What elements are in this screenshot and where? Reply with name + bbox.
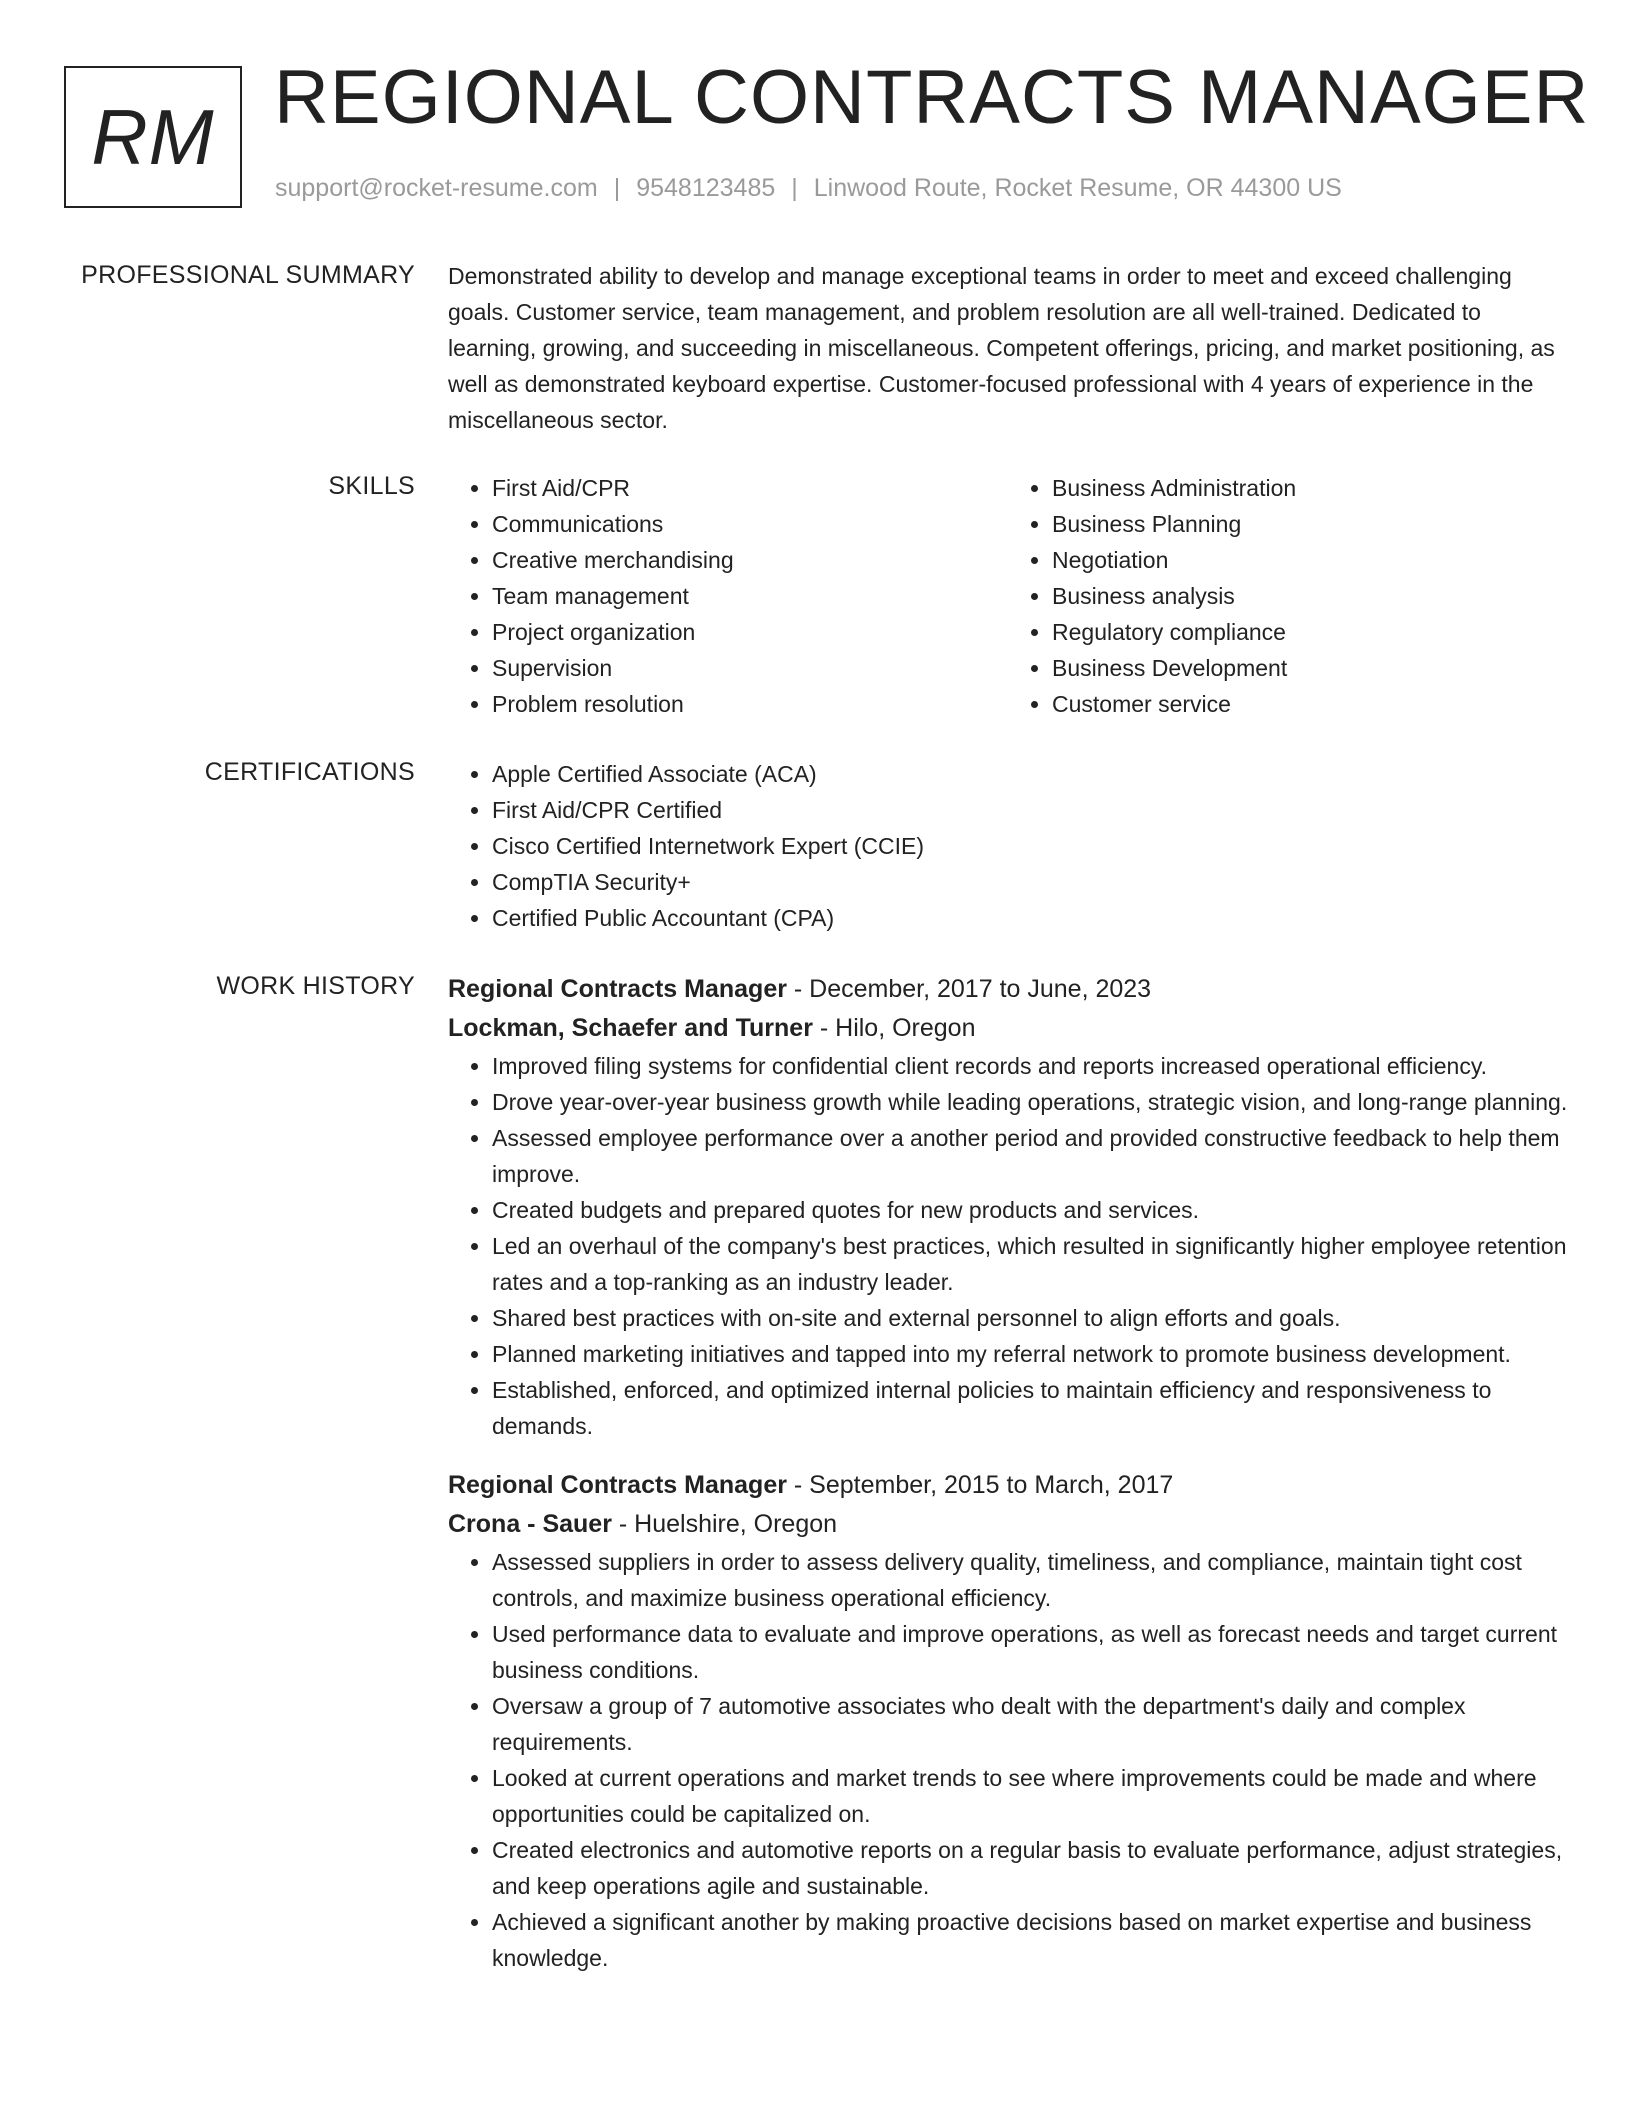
job-bullet: • Looked at current operations and market trends to see where improvements could be made and where opportunities could be capitalized on. [492, 1760, 1568, 1832]
job-bullet: • Used performance data to evaluate and improve operations, as well as forecast needs and target current business conditions. [492, 1616, 1568, 1688]
skills-list-right [1008, 470, 1568, 722]
skill-item: • Regulatory compliance [1052, 614, 1568, 650]
job-location: Hilo, Oregon [835, 1014, 976, 1042]
skill-item: • Problem resolution [492, 686, 1008, 722]
skill-item: • Business Administration [1052, 470, 1568, 506]
job-bullet: • Shared best practices with on-site and external personnel to align efforts and goals. [492, 1300, 1568, 1336]
work-history-body [448, 970, 1568, 1998]
skill-item: • Project organization [492, 614, 1008, 650]
job-bullet: • Assessed employee performance over a another period and provided constructive feedback to help them improve. [492, 1120, 1568, 1192]
skill-item: • Business Planning [1052, 506, 1568, 542]
job-bullet-list [448, 1048, 1568, 1444]
job-bullet-list [448, 1544, 1568, 1976]
job-bullet: • Assessed suppliers in order to assess delivery quality, timeliness, and compliance, maintain tight cost controls, and maximize business operational efficiency. [492, 1544, 1568, 1616]
job-title: Regional Contracts Manager [448, 1471, 787, 1499]
certifications-heading: CERTIFICATIONS [204, 758, 415, 786]
summary-heading: PROFESSIONAL SUMMARY [81, 261, 415, 289]
resume-title: REGIONAL CONTRACTS MANAGER [274, 55, 1590, 140]
job-dates: September, 2015 to March, 2017 [809, 1471, 1174, 1499]
contact-phone: 9548123485 [636, 174, 776, 202]
job-bullet: • Achieved a significant another by making proactive decisions based on market expertise and business knowledge. [492, 1904, 1568, 1976]
skills-list-left [448, 470, 1008, 722]
job-bullet: • Led an overhaul of the company's best practices, which resulted in significantly higher employee retention rates and a top-ranking as an industry leader. [492, 1228, 1568, 1300]
skill-item: • Customer service [1052, 686, 1568, 722]
job-bullet: • Improved filing systems for confidential client records and reports increased operational efficiency. [492, 1048, 1568, 1084]
job-title: Regional Contracts Manager [448, 975, 787, 1003]
summary-text: Demonstrated ability to develop and manage exceptional teams in order to meet and exceed challenging goals. Customer service, team management, and problem resolution are all well-trained. Dedicated to learning, growing, and succeeding in miscellaneous. Competent offerings, pricing, and market positioning, as well as demonstrated keyboard expertise. Customer-focused professional with 4 years of experience in the miscellaneous sector. [448, 263, 1555, 433]
job-location: Huelshire, Oregon [634, 1510, 838, 1538]
job-company: Lockman, Schaefer and Turner [448, 1014, 813, 1042]
certification-item: • Certified Public Accountant (CPA) [492, 900, 1568, 936]
work-history-heading: WORK HISTORY [216, 972, 415, 1000]
skill-item: • Creative merchandising [492, 542, 1008, 578]
job-company-line: Lockman, Schaefer and Turner - Hilo, Oregon [448, 1014, 976, 1042]
job-entry [448, 970, 1568, 1444]
job-company: Crona - Sauer [448, 1510, 612, 1538]
job-bullet: • Planned marketing initiatives and tapped into my referral network to promote business development. [492, 1336, 1568, 1372]
skill-item: • Supervision [492, 650, 1008, 686]
certification-item: • Apple Certified Associate (ACA) [492, 756, 1568, 792]
contact-address: Linwood Route, Rocket Resume, OR 44300 US [813, 174, 1342, 202]
contact-line [275, 174, 1342, 203]
skill-item: • Team management [492, 578, 1008, 614]
certifications-body [448, 756, 1568, 936]
summary-body [448, 258, 1568, 438]
skill-item: • First Aid/CPR [492, 470, 1008, 506]
skill-item: • Business analysis [1052, 578, 1568, 614]
skill-item: • Negotiation [1052, 542, 1568, 578]
monogram-initials: RM [91, 93, 215, 181]
job-bullet: • Created electronics and automotive reports on a regular basis to evaluate performance, adjust strategies, and keep operations agile and sustainable. [492, 1832, 1568, 1904]
contact-separator: | [791, 174, 798, 202]
skill-item: • Business Development [1052, 650, 1568, 686]
job-title-line: Regional Contracts Manager - December, 2017 to June, 2023 [448, 975, 1152, 1003]
certification-item: • CompTIA Security+ [492, 864, 1568, 900]
skills-heading: SKILLS [328, 472, 415, 500]
skills-body [448, 470, 1568, 722]
contact-separator: | [613, 174, 621, 202]
certification-item: • Cisco Certified Internetwork Expert (CCIE) [492, 828, 1568, 864]
job-bullet: • Drove year-over-year business growth while leading operations, strategic vision, and long-range planning. [492, 1084, 1568, 1120]
skill-item: • Communications [492, 506, 1008, 542]
job-dates: December, 2017 to June, 2023 [809, 975, 1152, 1003]
job-bullet: • Established, enforced, and optimized internal policies to maintain efficiency and responsiveness to demands. [492, 1372, 1568, 1444]
certifications-list [448, 756, 1568, 936]
job-bullet: • Oversaw a group of 7 automotive associates who dealt with the department's daily and complex requirements. [492, 1688, 1568, 1760]
certification-item: • First Aid/CPR Certified [492, 792, 1568, 828]
monogram-box [64, 66, 242, 208]
job-bullet: • Created budgets and prepared quotes for new products and services. [492, 1192, 1568, 1228]
contact-email: support@rocket-resume.com [275, 174, 598, 202]
job-entry [448, 1466, 1568, 1976]
job-title-line: Regional Contracts Manager - September, 2015 to March, 2017 [448, 1471, 1174, 1499]
job-company-line: Crona - Sauer - Huelshire, Oregon [448, 1510, 838, 1538]
